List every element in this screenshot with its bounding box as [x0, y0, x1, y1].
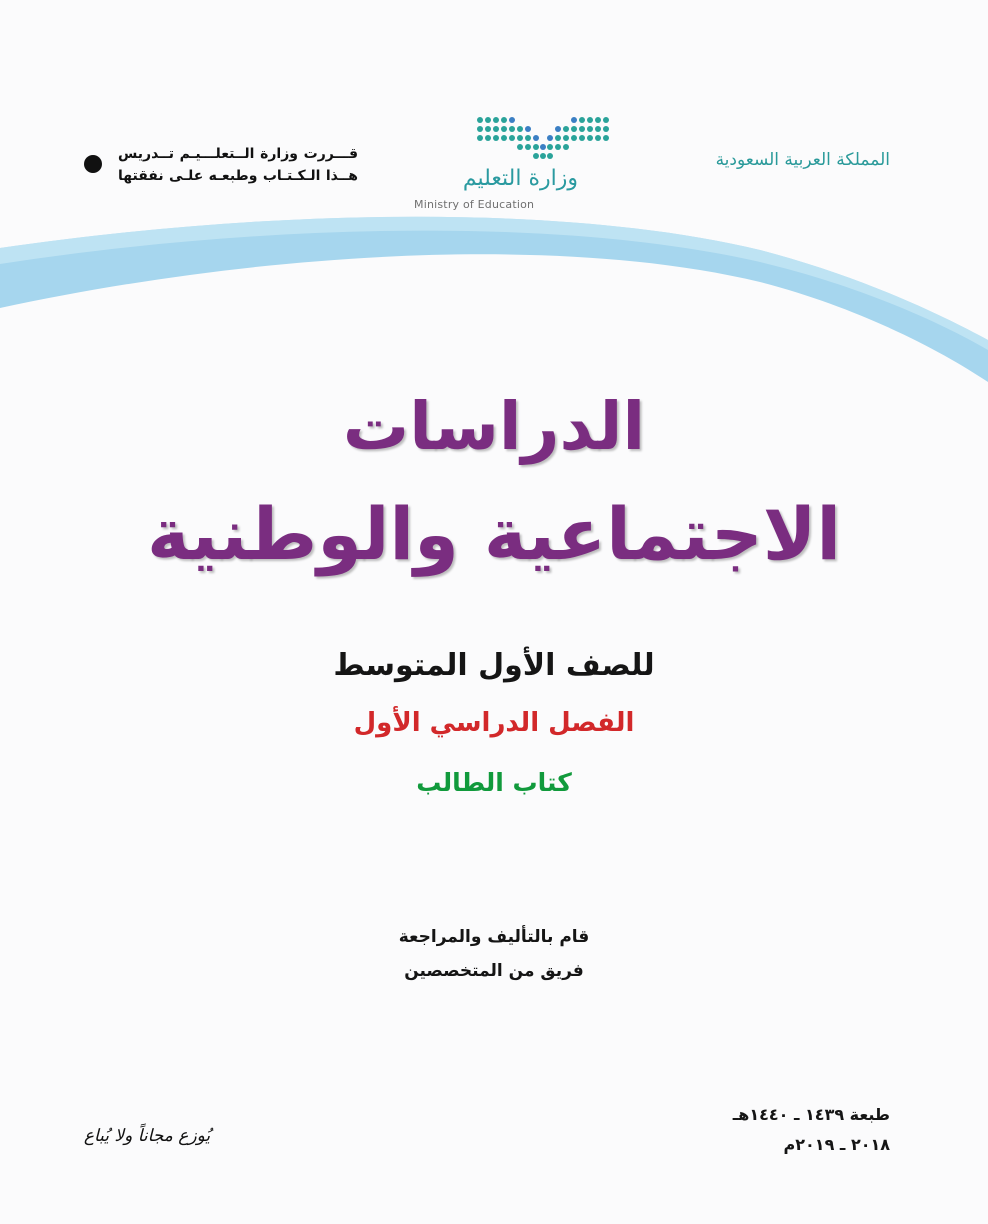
book-title-line-1: الدراسات: [342, 388, 646, 465]
book-title-line-2: الاجتماعية والوطنية: [146, 492, 842, 576]
free-distribution-note: يُوزع مجاناً ولا يُباع: [83, 1126, 211, 1146]
edition-hijri: طبعة ١٤٣٩ ـ ١٤٤٠هـ: [732, 1105, 890, 1124]
ministry-name-english: Ministry of Education: [414, 198, 535, 211]
bullet-dot-icon: [84, 155, 102, 173]
ministry-logo: [408, 108, 618, 218]
credits-line-1: قام بالتأليف والمراجعة: [398, 927, 590, 947]
decree-line-2: هــذا الـكـتـاب وطبعـه علـى نفقتها: [118, 168, 358, 184]
edition-gregorian: ٢٠١٨ ـ ٢٠١٩م: [783, 1135, 890, 1154]
grade-level: للصف الأول المتوسط: [333, 648, 655, 683]
edition-info: [680, 1100, 890, 1160]
ministry-name-arabic: وزارة التعليم: [462, 166, 578, 191]
country-name: المملكة العربية السعودية: [715, 150, 890, 170]
blue-swoosh-decoration: [0, 190, 988, 400]
decree-line-1: قـــررت وزارة الــتعلـــيـم تــدريس: [118, 146, 358, 162]
dot-wave-logo-icon: [476, 112, 610, 164]
credits-line-2: فريق من المتخصصين: [404, 961, 584, 981]
book-type-label: كتاب الطالب: [416, 768, 572, 797]
ministry-decree-note: [118, 143, 358, 187]
semester-label: الفصل الدراسي الأول: [353, 708, 635, 738]
authorship-credits: [0, 920, 988, 988]
